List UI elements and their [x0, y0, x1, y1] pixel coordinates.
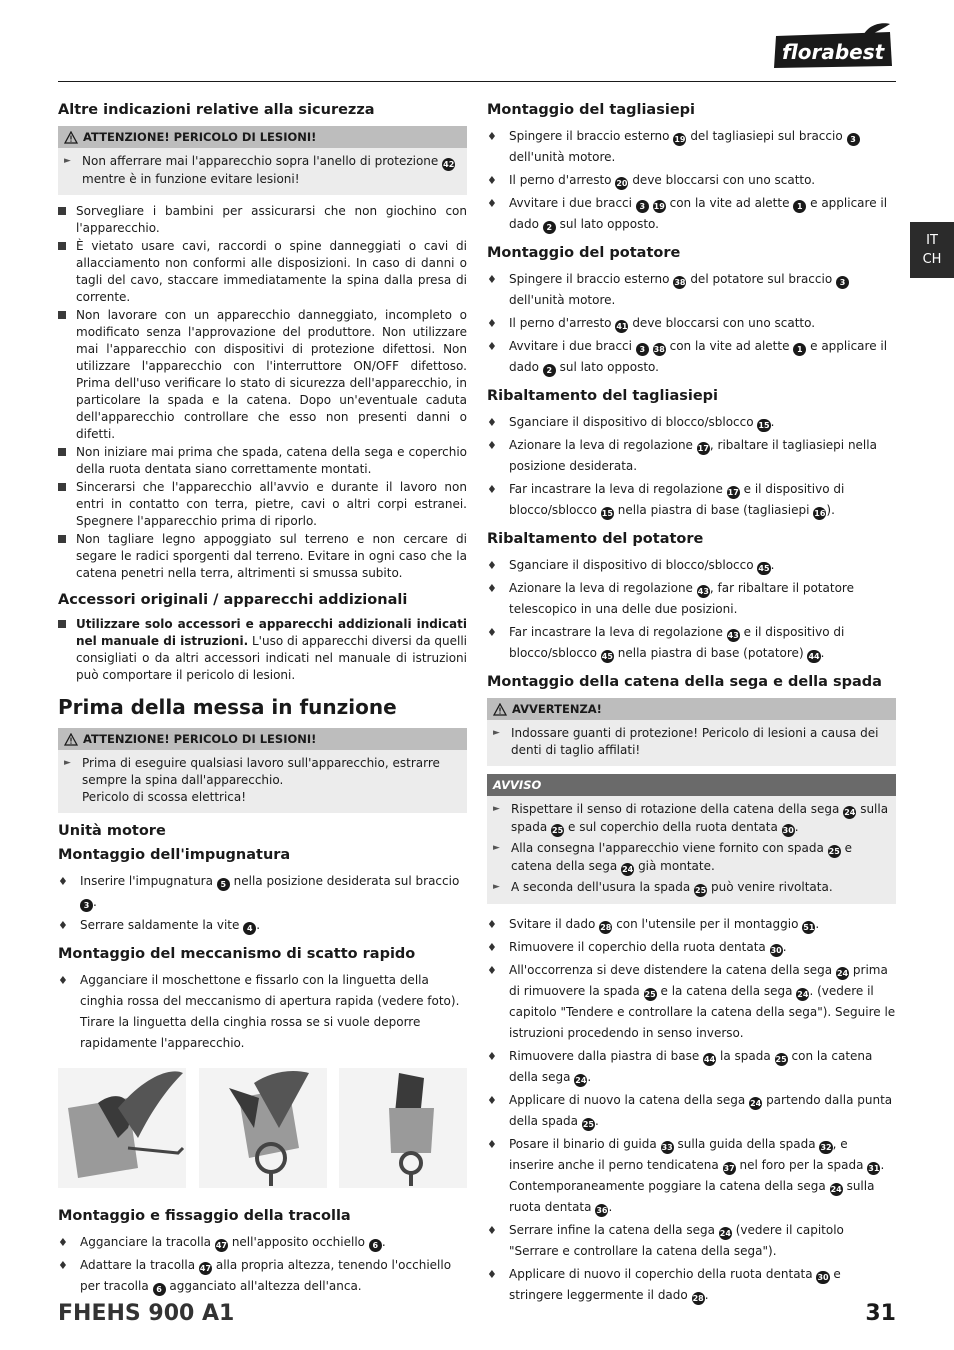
ref-number: 44	[704, 1055, 716, 1064]
ref-number: 30	[782, 826, 794, 835]
square-bullet-icon	[58, 203, 76, 237]
warning-triangle-icon	[64, 733, 78, 746]
ref-number: 15	[601, 509, 613, 518]
ref-number: 1	[793, 200, 806, 213]
section-title: Montaggio e fissaggio della tracolla	[58, 1208, 351, 1224]
list-item: ♦ Sganciare il dispositivo di blocco/sblocco 15.	[487, 412, 896, 433]
ref-number: 45	[758, 564, 770, 573]
list-item: ♦ Il perno d'arresto 41 deve bloccarsi con uno scatto.	[487, 313, 896, 334]
diamond-bullet-icon: ♦	[58, 1236, 68, 1249]
ref-number: 2	[543, 221, 556, 234]
list-item: Non iniziare mai prima che spada, catena della sega e coperchio della ruota dentata siano correttamente montati.	[58, 444, 467, 478]
bullet-list	[58, 1232, 467, 1297]
ref-number: 17	[697, 444, 709, 453]
bullet-list	[487, 555, 896, 664]
notice-heading: AVVISO	[487, 774, 896, 796]
ref-number: 24	[830, 1185, 842, 1194]
list-item: ♦ Avvitare i due bracci 3 19 con la vite ad alette 1 e applicare il dado 2 sul lato opposto.	[487, 193, 896, 235]
list-item: ♦ Serrare infine la catena della sega 24 (vedere il capitolo "Serrare e controllare la catena della sega").	[487, 1220, 896, 1262]
bullet-list	[487, 269, 896, 378]
square-bullet-icon	[58, 238, 76, 306]
diamond-bullet-icon: ♦	[487, 1050, 497, 1063]
ref-number: 15	[758, 421, 770, 430]
diamond-bullet-icon: ♦	[487, 340, 497, 353]
diamond-bullet-icon: ♦	[487, 964, 497, 977]
list-item: ♦ Serrare saldamente la vite 4 .	[58, 915, 467, 936]
list-item: ♦ Azionare la leva di regolazione 17, ribaltare il tagliasiepi nella posizione desiderata.	[487, 435, 896, 477]
ref-number: 25	[552, 826, 564, 835]
lang-ch: CH	[922, 252, 942, 267]
ref-number: 25	[775, 1055, 787, 1064]
diamond-bullet-icon: ♦	[487, 918, 497, 931]
list-item: ♦ Il perno d'arresto 20 deve bloccarsi con uno scatto.	[487, 170, 896, 191]
notice-item: ► Alla consegna l'apparecchio viene fornito con spada 25 e catena della sega 24 già montate.	[493, 841, 852, 874]
ref-number: 37	[723, 1164, 735, 1173]
quick-release-photo-3	[339, 1068, 467, 1188]
list-item: Sincerarsi che l'apparecchio all'avvio e durante il lavoro non entri in contatto con terra, pietre, cavi o altri corpi estranei. Spegnere l'apparecchio prima di riporlo.	[58, 479, 467, 530]
ref-number: 43	[727, 631, 739, 640]
arrow-icon: ►	[493, 804, 500, 814]
model-number: FHEHS 900 A1	[58, 1301, 235, 1326]
section-title: Montaggio del potatore	[487, 245, 681, 261]
list-item: ♦ Spingere il braccio esterno 38 del potatore sul braccio 3 dell'unità motore.	[487, 269, 896, 311]
warning-box	[487, 698, 896, 766]
section-title: Montaggio dell'impugnatura	[58, 847, 291, 863]
diamond-bullet-icon: ♦	[487, 483, 497, 496]
section-title: Montaggio della catena della sega e della spada	[487, 674, 882, 690]
ref-number: 24	[719, 1229, 731, 1238]
diamond-bullet-icon: ♦	[58, 919, 68, 932]
ref-number: 20	[616, 179, 628, 188]
ref-number: 28	[600, 923, 612, 932]
florabest-logo	[772, 22, 896, 70]
section-title: Accessori originali / apparecchi addizionali	[58, 592, 408, 608]
bullet-list	[58, 970, 467, 1054]
quick-release-photo-2	[199, 1068, 327, 1188]
list-item: ♦ Inserire l'impugnatura 5 nella posizione desiderata sul braccio 3 .	[58, 871, 467, 913]
bullet-list	[58, 203, 467, 582]
section-title: Ribaltamento del tagliasiepi	[487, 388, 719, 404]
ref-number: 32	[820, 1143, 832, 1152]
list-item: ♦ Agganciare la tracolla 47 nell'apposito occhiello 6 .	[58, 1232, 467, 1253]
diamond-bullet-icon: ♦	[487, 626, 497, 639]
quick-release-photos	[58, 1068, 467, 1188]
ref-number: 24	[836, 969, 849, 978]
diamond-bullet-icon: ♦	[487, 174, 497, 187]
section-title: Unità motore	[58, 823, 166, 839]
ref-number: 19	[653, 202, 665, 211]
ref-number: 17	[727, 488, 739, 497]
ref-number: 4	[243, 922, 256, 935]
ref-number: 43	[697, 587, 709, 596]
diamond-bullet-icon: ♦	[487, 1224, 497, 1237]
ref-number: 1	[793, 343, 806, 356]
ref-number: 44	[808, 652, 820, 661]
ref-number: 3	[636, 200, 649, 213]
ref-number: 24	[575, 1076, 587, 1085]
ref-number: 2	[543, 364, 556, 377]
diamond-bullet-icon: ♦	[487, 317, 497, 330]
ref-number: 24	[622, 865, 634, 874]
chapter-title: Prima della messa in funzione	[58, 695, 397, 719]
list-item: ♦ Far incastrare la leva di regolazione 43 e il dispositivo di blocco/sblocco 45 nella piastra di base (potatore) 44.	[487, 622, 896, 664]
arrow-icon: ►	[493, 882, 500, 892]
ref-number: 36	[596, 1206, 608, 1215]
notice-item: ► Rispettare il senso di rotazione della catena della sega 24 sulla spada 25 e sul coperchio della ruota dentata 30.	[493, 802, 889, 835]
section-title: Altre indicazioni relative alla sicurezza	[58, 102, 375, 118]
ref-number: 24	[750, 1099, 762, 1108]
warning-box	[58, 728, 467, 813]
arrow-icon: ►	[64, 156, 71, 166]
notice-box	[487, 774, 896, 904]
header-rule	[58, 81, 896, 82]
quick-release-photo-1	[58, 1068, 186, 1188]
list-item: ♦ Applicare di nuovo il coperchio della ruota dentata 30 e stringere leggermente il dado 28.	[487, 1264, 896, 1306]
section-title: Montaggio del meccanismo di scatto rapido	[58, 946, 416, 962]
text: mentre è in funzione evitare lesioni!	[82, 172, 300, 186]
ref-number: 51	[803, 923, 815, 932]
diamond-bullet-icon: ♦	[487, 1138, 497, 1151]
warning-triangle-icon	[493, 703, 507, 716]
ref-number: 30	[770, 946, 782, 955]
right-column	[487, 100, 896, 1314]
ref-number: 5	[217, 878, 230, 891]
diamond-bullet-icon: ♦	[487, 130, 497, 143]
list-item: ♦ Rimuovere dalla piastra di base 44 la spada 25 con la catena della sega 24.	[487, 1046, 896, 1088]
lang-it: IT	[926, 233, 938, 248]
warning-heading: ATTENZIONE! PERICOLO DI LESIONI!	[83, 130, 317, 144]
ref-number: 3	[636, 343, 649, 356]
warning-item: ► Prima di eseguire qualsiasi lavoro sull'apparecchio, estrarre sempre la spina dall'apparecchio. Pericolo di scossa elettrica!	[64, 756, 440, 804]
list-item: ♦ Avvitare i due bracci 3 38 con la vite ad alette 1 e applicare il dado 2 sul lato opposto.	[487, 336, 896, 378]
ref-number: 30	[817, 1273, 829, 1282]
list-item: ♦ Adattare la tracolla 47 alla propria altezza, tenendo l'occhiello per tracolla 6 agganciato all'altezza dell'anca.	[58, 1255, 467, 1297]
ref-number: 33	[661, 1143, 673, 1152]
ref-number: 6	[369, 1239, 382, 1252]
ref-number: 47	[215, 1241, 227, 1250]
list-item: Non tagliare legno appoggiato sul terreno e non cercare di segare le radici sporgenti dal terreno. Evitare in ogni caso che la catena penetri nella terra, altrimenti si smussa subito.	[58, 531, 467, 582]
ref-number: 3	[80, 899, 93, 912]
ref-number: 42	[443, 160, 455, 169]
warning-triangle-icon	[64, 131, 78, 144]
ref-number: 25	[695, 886, 707, 895]
bullet-list	[58, 616, 467, 684]
list-item: ♦ Rimuovere il coperchio della ruota dentata 30.	[487, 937, 896, 958]
square-bullet-icon	[58, 616, 76, 684]
list-item: Non lavorare con un apparecchio danneggiato, incompleto o modificato senza l'approvazione del produttore. Non utilizzare mai l'apparecchio con dispositivi di protezione difettosi. Non utilizzare l'apparecchio con l'interruttore ON/OFF difettoso. Prima dell'uso verificare lo stato di sicurezza dell'apparecchio, in particolare la spada e la catena. Dopo un'eventuale caduta dell'apparecchio controllare che esso non presenti danni o difetti.	[58, 307, 467, 443]
warning-box	[58, 126, 467, 195]
diamond-bullet-icon: ♦	[58, 974, 68, 987]
text: Non afferrare mai l'apparecchio sopra l'anello di protezione	[82, 154, 439, 168]
bullet-list	[58, 871, 467, 936]
warning-item: ► Indossare guanti di protezione! Pericolo di lesioni a causa dei denti di taglio affilati!	[493, 726, 879, 757]
bullet-list	[487, 914, 896, 1306]
ref-number: 38	[674, 278, 686, 287]
diamond-bullet-icon: ♦	[487, 439, 497, 452]
bullet-list	[487, 412, 896, 521]
arrow-icon: ►	[493, 728, 500, 738]
square-bullet-icon	[58, 479, 76, 530]
square-bullet-icon	[58, 444, 76, 478]
bullet-list	[487, 126, 896, 235]
diamond-bullet-icon: ♦	[487, 273, 497, 286]
warning-heading: AVVERTENZA!	[512, 702, 602, 716]
ref-number: 25	[644, 990, 656, 999]
diamond-bullet-icon: ♦	[58, 875, 68, 888]
list-item: Sorvegliare i bambini per assicurarsi che non giochino con l'apparecchio.	[58, 203, 467, 237]
arrow-icon: ►	[64, 758, 71, 768]
list-item: ♦ Spingere il braccio esterno 19 del tagliasiepi sul braccio 3 dell'unità motore.	[487, 126, 896, 168]
diamond-bullet-icon: ♦	[487, 941, 497, 954]
list-item: ♦ Posare il binario di guida 33 sulla guida della spada 32, e inserire anche il perno tendicatena 37 nel foro per la spada 31. Contemporaneamente poggiare la catena della sega 24 sulla ruota dentata 36.	[487, 1134, 896, 1218]
list-item: ♦ Sganciare il dispositivo di blocco/sblocco 45.	[487, 555, 896, 576]
diamond-bullet-icon: ♦	[58, 1259, 68, 1272]
ref-number: 25	[828, 847, 840, 856]
ref-number: 25	[582, 1120, 594, 1129]
ref-number: 47	[199, 1264, 212, 1273]
list-item: ♦ Svitare il dado 28 con l'utensile per il montaggio 51.	[487, 914, 896, 935]
list-item: ♦ Agganciare il moschettone e fissarlo con la linguetta della cinghia rossa del meccanismo di apertura rapida (vedere foto). Tirare la linguetta della cinghia rossa se si vuole deporre rapidamente l'apparecchio.	[58, 970, 467, 1054]
logo-text: florabest	[782, 40, 885, 64]
square-bullet-icon	[58, 531, 76, 582]
list-item: ♦ Applicare di nuovo la catena della sega 24 partendo dalla punta della spada 25.	[487, 1090, 896, 1132]
diamond-bullet-icon: ♦	[487, 1094, 497, 1107]
list-item: ♦ Azionare la leva di regolazione 43, far ribaltare il potatore telescopico in una delle due posizioni.	[487, 578, 896, 620]
diamond-bullet-icon: ♦	[487, 559, 497, 572]
list-item: È vietato usare cavi, raccordi o spine danneggiati o cavi di allacciamento non conformi alle disposizioni. In caso di danni o tagli del cavo, staccare immediatamente la spina dalla presa di corrente.	[58, 238, 467, 306]
list-item: Utilizzare solo accessori e apparecchi addizionali indicati nel manuale di istruzioni. L'uso di apparecchi diversi da quelli consigliati o da altri accessori indicati nel manuale di istruzioni può comportare il pericolo di lesioni.	[58, 616, 467, 684]
ref-number: 3	[847, 133, 860, 146]
square-bullet-icon	[58, 307, 76, 443]
diamond-bullet-icon: ♦	[487, 1268, 497, 1281]
ref-number: 31	[868, 1164, 880, 1173]
ref-number: 41	[616, 322, 628, 331]
ref-number: 6	[153, 1283, 166, 1296]
section-title: Montaggio del tagliasiepi	[487, 102, 696, 118]
diamond-bullet-icon: ♦	[487, 416, 497, 429]
ref-number: 28	[692, 1294, 704, 1303]
ref-number: 38	[653, 345, 665, 354]
warning-heading: ATTENZIONE! PERICOLO DI LESIONI!	[83, 732, 317, 746]
arrow-icon: ►	[493, 843, 500, 853]
ref-number: 24	[797, 990, 809, 999]
page-number: 31	[865, 1301, 896, 1326]
left-column	[58, 100, 467, 1305]
ref-number: 3	[836, 276, 849, 289]
ref-number: 16	[814, 509, 826, 518]
list-item: ♦ Far incastrare la leva di regolazione 17 e il dispositivo di blocco/sblocco 15 nella piastra di base (tagliasiepi 16).	[487, 479, 896, 521]
diamond-bullet-icon: ♦	[487, 582, 497, 595]
ref-number: 45	[601, 652, 613, 661]
notice-item: ► A seconda dell'usura la spada 25 può venire rivoltata.	[493, 880, 833, 895]
list-item: ♦ All'occorrenza si deve distendere la catena della sega 24 prima di rimuovere la spada 25 e la catena della sega 24. (vedere il capitolo "Tendere e controllare la catena della sega"). Seguire le istruzioni procedendo in senso inverso.	[487, 960, 896, 1044]
ref-number: 19	[674, 135, 686, 144]
diamond-bullet-icon: ♦	[487, 197, 497, 210]
section-title: Ribaltamento del potatore	[487, 531, 704, 547]
ref-number: 24	[844, 808, 856, 817]
warning-item	[64, 153, 461, 188]
language-tab	[910, 222, 954, 278]
